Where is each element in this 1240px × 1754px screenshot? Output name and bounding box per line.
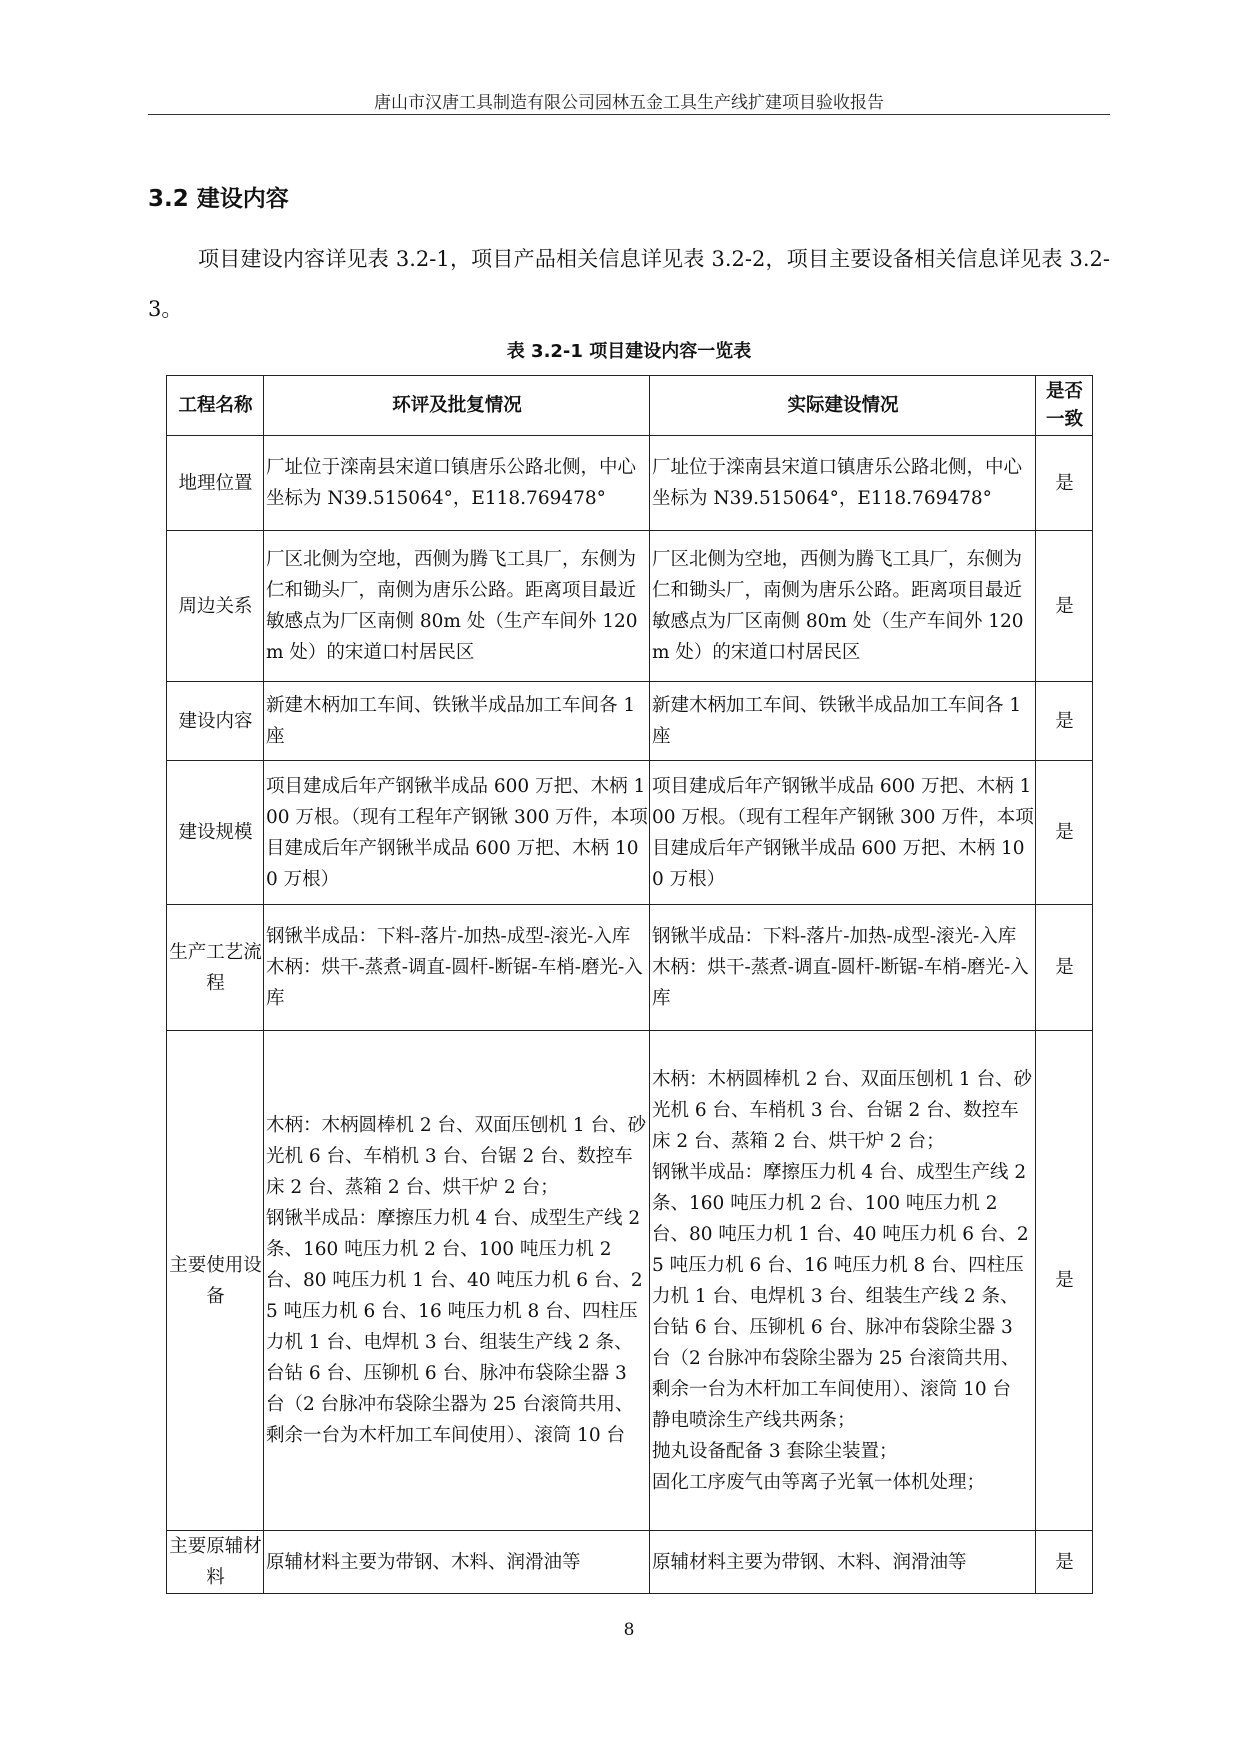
page-number: 8	[623, 1620, 635, 1640]
actual-cell: 厂址位于滦南县宋道口镇唐乐公路北侧，中心坐标为 N39.515064°，E118.769478°	[650, 436, 1036, 531]
consistent-cell: 是	[1036, 531, 1093, 682]
consistent-cell: 是	[1036, 436, 1093, 531]
consistent-cell: 是	[1036, 761, 1093, 905]
table-header-row	[167, 376, 1093, 436]
table-row	[167, 905, 1093, 1031]
column-header-eia-approval: 环评及批复情况	[264, 376, 650, 436]
column-header-actual-construction: 实际建设情况	[650, 376, 1036, 436]
actual-cell: 木柄：木柄圆棒机 2 台、双面压刨机 1 台、砂光机 6 台、车梢机 3 台、台锯 2 台、数控车床 2 台、蒸箱 2 台、烘干炉 2 台； 钢锹半成品：摩擦压力机 4 台、成型生产线 2 条、160 吨压力机 2 台、100 吨压力机 2 台、80 吨压力机 1 台、40 吨压力机 6 台、25 吨压力机 6 台、16 吨压力机 8 台、四柱压力机 1 台、电焊机 3 台、组装生产线 2 条、台钻 6 台、压铆机 6 台、脉冲布袋除尘器 3 台（2 台脉冲布袋除尘器为 25 台滚筒共用、剩余一台为木杆加工车间使用）、滚筒 10 台 静电喷涂生产线共两条； 抛丸设备配备 3 套除尘装置； 固化工序废气由等离子光氧一体机处理；	[650, 1031, 1036, 1531]
column-header-consistent: 是否一致	[1036, 376, 1093, 436]
eia-cell: 木柄：木柄圆棒机 2 台、双面压刨机 1 台、砂光机 6 台、车梢机 3 台、台锯 2 台、数控车床 2 台、蒸箱 2 台、烘干炉 2 台； 钢锹半成品：摩擦压力机 4 台、成型生产线 2 条、160 吨压力机 2 台、100 吨压力机 2 台、80 吨压力机 1 台、40 吨压力机 6 台、25 吨压力机 6 台、16 吨压力机 8 台、四柱压力机 1 台、电焊机 3 台、组装生产线 2 条、台钻 6 台、压铆机 6 台、脉冲布袋除尘器 3 台（2 台脉冲布袋除尘器为 25 台滚筒共用、剩余一台为木杆加工车间使用）、滚筒 10 台	[264, 1031, 650, 1531]
actual-cell: 钢锹半成品：下料-落片-加热-成型-滚光-入库 木柄：烘干-蒸煮-调直-圆杆-断锯-车梢-磨光-入库	[650, 905, 1036, 1031]
actual-cell: 项目建成后年产钢锹半成品 600 万把、木柄 100 万根。（现有工程年产钢锹 300 万件，本项目建成后年产钢锹半成品 600 万把、木柄 100 万根）	[650, 761, 1036, 905]
table-row	[167, 1531, 1093, 1594]
table-row	[167, 761, 1093, 905]
project-name-cell: 地理位置	[167, 436, 264, 531]
eia-cell: 钢锹半成品：下料-落片-加热-成型-滚光-入库 木柄：烘干-蒸煮-调直-圆杆-断锯-车梢-磨光-入库	[264, 905, 650, 1031]
project-name-cell: 建设规模	[167, 761, 264, 905]
eia-cell: 厂区北侧为空地，西侧为腾飞工具厂，东侧为仁和锄头厂，南侧为唐乐公路。距离项目最近敏感点为厂区南侧 80m 处（生产车间外 120m 处）的宋道口村居民区	[264, 531, 650, 682]
consistent-cell: 是	[1036, 682, 1093, 761]
project-name-cell: 生产工艺流程	[167, 905, 264, 1031]
table-row	[167, 436, 1093, 531]
project-name-cell: 周边关系	[167, 531, 264, 682]
project-name-cell: 主要使用设备	[167, 1031, 264, 1531]
consistent-cell: 是	[1036, 1531, 1093, 1594]
table-row	[167, 1031, 1093, 1531]
column-header-project-name: 工程名称	[167, 376, 264, 436]
eia-cell: 项目建成后年产钢锹半成品 600 万把、木柄 100 万根。（现有工程年产钢锹 300 万件，本项目建成后年产钢锹半成品 600 万把、木柄 100 万根）	[264, 761, 650, 905]
actual-cell: 新建木柄加工车间、铁锹半成品加工车间各 1 座	[650, 682, 1036, 761]
actual-cell: 原辅材料主要为带钢、木料、润滑油等	[650, 1531, 1036, 1594]
consistent-cell: 是	[1036, 1031, 1093, 1531]
table-row	[167, 682, 1093, 761]
intro-paragraph: 项目建设内容详见表 3.2-1，项目产品相关信息详见表 3.2-2，项目主要设备相关信息详见表 3.2-3。	[148, 247, 1110, 321]
eia-cell: 新建木柄加工车间、铁锹半成品加工车间各 1 座	[264, 682, 650, 761]
section-heading: 3.2 建设内容	[148, 186, 289, 212]
construction-content-table	[166, 375, 1093, 1594]
table-caption: 表 3.2-1 项目建设内容一览表	[506, 341, 752, 362]
actual-cell: 厂区北侧为空地，西侧为腾飞工具厂，东侧为仁和锄头厂，南侧为唐乐公路。距离项目最近敏感点为厂区南侧 80m 处（生产车间外 120m 处）的宋道口村居民区	[650, 531, 1036, 682]
table-row	[167, 531, 1093, 682]
project-name-cell: 建设内容	[167, 682, 264, 761]
running-header: 唐山市汉唐工具制造有限公司园林五金工具生产线扩建项目验收报告	[374, 93, 884, 113]
header-rule	[148, 114, 1110, 115]
consistent-cell: 是	[1036, 905, 1093, 1031]
eia-cell: 原辅材料主要为带钢、木料、润滑油等	[264, 1531, 650, 1594]
project-name-cell: 主要原辅材料	[167, 1531, 264, 1594]
eia-cell: 厂址位于滦南县宋道口镇唐乐公路北侧，中心坐标为 N39.515064°，E118.769478°	[264, 436, 650, 531]
